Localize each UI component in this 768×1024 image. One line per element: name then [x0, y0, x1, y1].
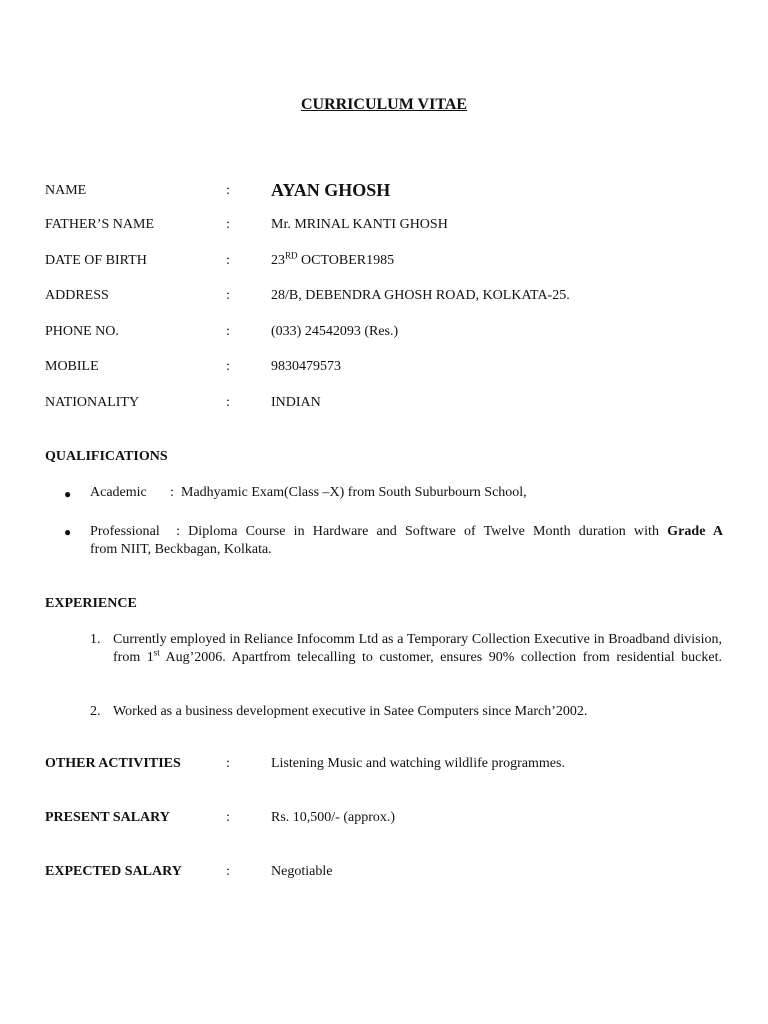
experience-item-1-text-a: Currently employed in Reliance Infocomm Ltd as a Temporary Collection Executive in Broadband division, from 1	[113, 632, 722, 665]
name-label: NAME	[45, 183, 87, 198]
professional-label: Professional	[90, 524, 160, 539]
mobile-colon: :	[226, 359, 230, 374]
name-colon: :	[226, 183, 230, 198]
expected-salary-label: EXPECTED SALARY	[45, 864, 182, 879]
dob-colon: :	[226, 253, 230, 268]
nationality-label: NATIONALITY	[45, 395, 140, 410]
dob-label: DATE OF BIRTH	[45, 253, 147, 268]
other-activities-colon: :	[226, 756, 230, 771]
present-salary-colon: :	[226, 810, 230, 825]
expected-salary-colon: :	[226, 864, 230, 879]
mobile-value: 9830479573	[271, 359, 341, 374]
experience-heading: EXPERIENCE	[45, 596, 137, 611]
experience-item-2-number: 2.	[90, 704, 101, 719]
dob-suffix: RD	[285, 250, 298, 261]
nationality-value: INDIAN	[271, 395, 321, 410]
nationality-colon: :	[226, 395, 230, 410]
academic-colon: :	[170, 485, 174, 500]
present-salary-label: PRESENT SALARY	[45, 810, 170, 825]
address-label: ADDRESS	[45, 288, 109, 303]
name-value: AYAN GHOSH	[271, 180, 391, 200]
dob-month-year: OCTOBER1985	[297, 253, 395, 268]
professional-grade: Grade A	[667, 524, 723, 539]
phone-value: (033) 24542093 (Res.)	[271, 324, 399, 339]
address-value: 28/B, DEBENDRA GHOSH ROAD, KOLKATA-25.	[271, 288, 570, 303]
phone-colon: :	[226, 324, 230, 339]
qualifications-heading: QUALIFICATIONS	[45, 449, 168, 464]
professional-text-line2: from NIIT, Beckbagan, Kolkata.	[90, 542, 272, 557]
address-colon: :	[226, 288, 230, 303]
professional-text: Diploma Course in Hardware and Software of Twelve Month duration with	[188, 524, 668, 539]
expected-salary-value: Negotiable	[271, 864, 333, 879]
experience-item-1-text-b: Aug’2006. Apartfrom telecalling to customer, ensures 90% collection from residential bucket.	[159, 650, 722, 665]
father-name-label: FATHER’S NAME	[45, 217, 155, 232]
document-title: CURRICULUM VITAE	[300, 96, 468, 113]
experience-item-1-number: 1.	[90, 632, 101, 647]
professional-bullet-icon: ●	[64, 525, 72, 539]
mobile-label: MOBILE	[45, 359, 99, 374]
academic-text: Madhyamic Exam(Class –X) from South Suburbourn School,	[181, 485, 527, 500]
dob-value	[271, 252, 394, 270]
academic-label: Academic	[90, 485, 147, 500]
experience-item-1-sup: st	[153, 647, 160, 658]
father-name-colon: :	[226, 217, 230, 232]
phone-label: PHONE NO.	[45, 324, 119, 339]
other-activities-label: OTHER ACTIVITIES	[45, 756, 181, 771]
father-name-value: Mr. MRINAL KANTI GHOSH	[271, 217, 448, 232]
academic-bullet-icon: ●	[64, 487, 72, 501]
dob-day: 23	[271, 253, 285, 268]
experience-item-1	[113, 631, 722, 685]
professional-colon: :	[176, 524, 181, 539]
present-salary-value: Rs. 10,500/- (approx.)	[271, 810, 396, 825]
other-activities-value: Listening Music and watching wildlife programmes.	[271, 756, 565, 771]
experience-item-2-text: Worked as a business development executive in Satee Computers since March’2002.	[113, 704, 588, 719]
